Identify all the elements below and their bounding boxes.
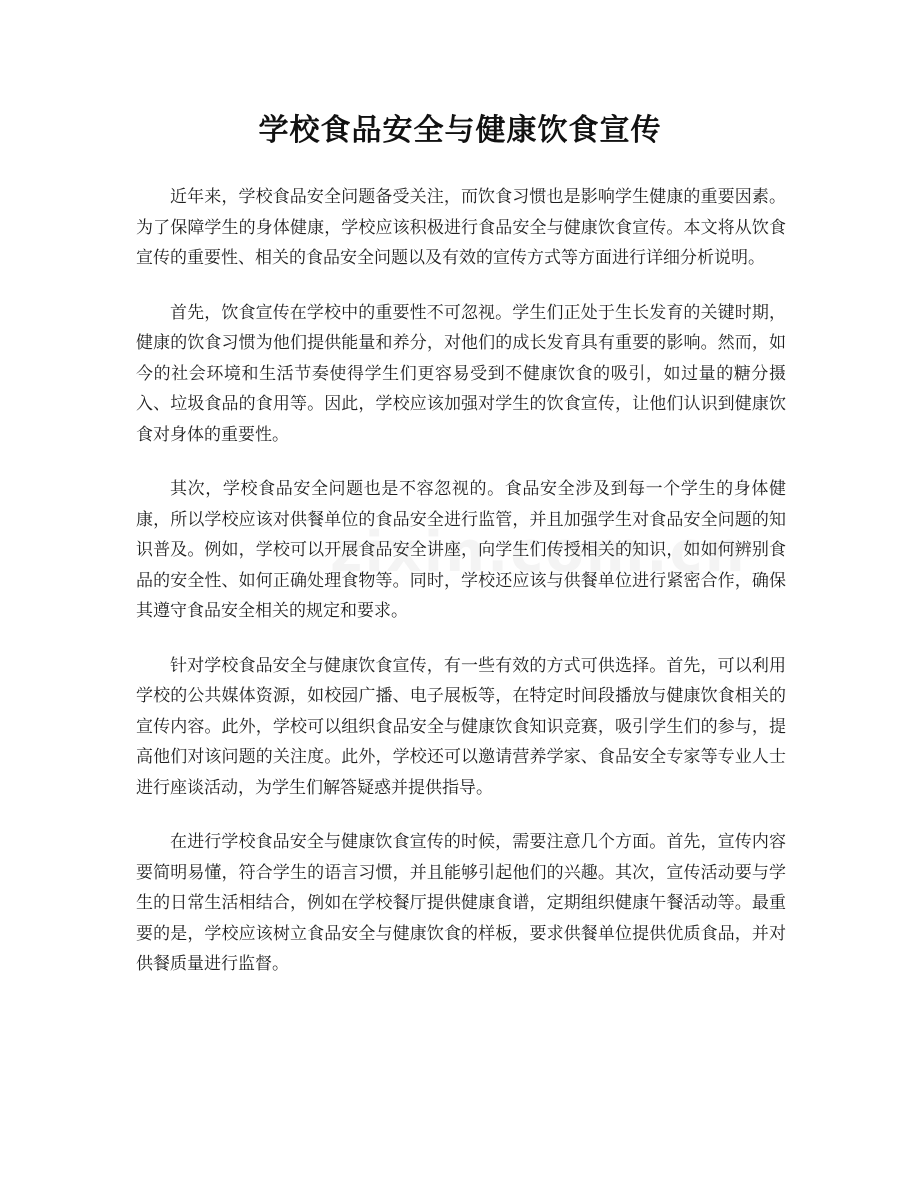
document-title: 学校食品安全与健康饮食宣传 — [258, 113, 662, 148]
paragraph-4: 针对学校食品安全与健康饮食宣传，有一些有效的方式可供选择。首先，可以利用学校的公共媒体资源，如校园广播、电子展板等，在特定时间段播放与健康饮食相关的宣传内容。此外，学校可以组织食品安全与健康饮食知识竞赛，吸引学生们的参与，提高他们对该问题的关注度。此外，学校还可以邀请营养学家、食品安全专家等专业人士进行座谈活动，为学生们解答疑惑并提供指导。 — [136, 655, 786, 798]
paragraph-5: 在进行学校食品安全与健康饮食宣传的时候，需要注意几个方面。首先，宣传内容要简明易懂，符合学生的语言习惯，并且能够引起他们的兴趣。其次，宣传活动要与学生的日常生活相结合，例如在学校餐厅提供健康食谱，定期组织健康午餐活动等。最重要的是，学校应该树立食品安全与健康饮食的样板，要求供餐单位提供优质食品，并对供餐质量进行监督。 — [136, 832, 786, 974]
paragraph-3: 其次，学校食品安全问题也是不容忽视的。食品安全涉及到每一个学生的身体健康，所以学校应该对供餐单位的食品安全进行监管，并且加强学生对食品安全问题的知识普及。例如，学校可以开展食品安全讲座，向学生们传授相关的知识，如如何辨别食品的安全性、如何正确处理食物等。同时，学校还应该与供餐单位进行紧密合作，确保其遵守食品安全相关的规定和要求。 — [136, 479, 786, 621]
paragraph-2: 首先，饮食宣传在学校中的重要性不可忽视。学生们正处于生长发育的关键时期，健康的饮食习惯为他们提供能量和养分，对他们的成长发育具有重要的影响。然而，如今的社会环境和生活节奏使得学生们更容易受到不健康饮食的吸引，如过量的糖分摄入、垃圾食品的食用等。因此，学校应该加强对学生的饮食宣传，让他们认识到健康饮食对身体的重要性。 — [136, 302, 786, 445]
paragraph-1: 近年来，学校食品安全问题备受关注，而饮食习惯也是影响学生健康的重要因素。为了保障学生的身体健康，学校应该积极进行食品安全与健康饮食宣传。本文将从饮食宣传的重要性、相关的食品安全问题以及有效的宣传方式等方面进行详细分析说明。 — [136, 187, 786, 268]
document-body — [136, 182, 786, 1004]
